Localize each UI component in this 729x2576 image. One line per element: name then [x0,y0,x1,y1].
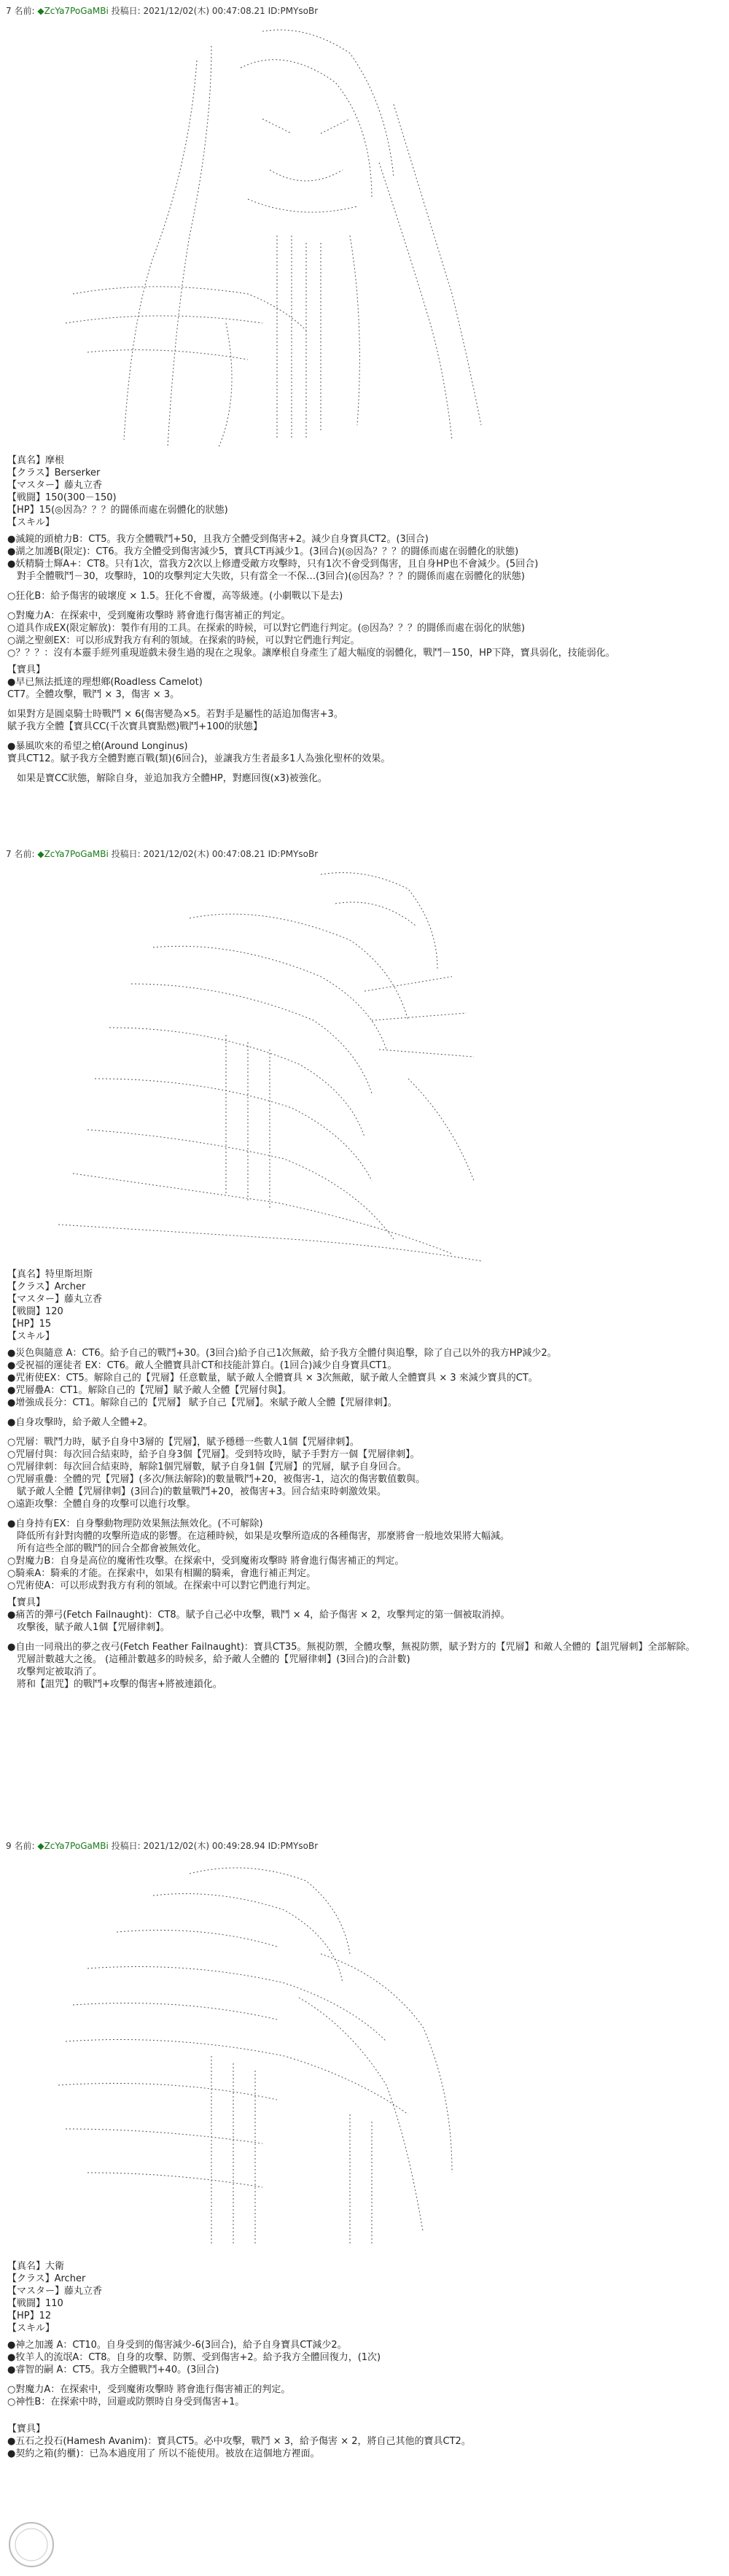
skill-line: ○遠距攻擊：全體自身的攻擊可以進行攻擊。 [7,1499,196,1510]
np-line: 將和【詛咒】的戰鬥+攻擊的傷害+將被連鎖化。 [7,1679,222,1690]
hp-stat: 【HP】12 [7,2311,52,2321]
np-line: 如果對方是圓桌騎士時戰鬥 × 6(傷害變為×5。若對手是屬性的話追加傷害+3。 [7,709,343,720]
master: 【マスター】藤丸立香 [7,480,103,491]
skills-title: 【スキル】 [7,1331,55,1342]
post-date: 2021/12/02(木) 00:47:08.21 [143,6,265,16]
ascii-art-david [44,1852,510,2260]
np-title: 【寶具】 [7,1597,46,1608]
poster-name[interactable]: ◆ZcYa7PoGaMBi [37,1841,109,1851]
np-line: 攻擊判定被取消了。 [7,1667,103,1677]
skill-line: ○對魔力B：自身是高位的魔術性攻擊。在探索中，受到魔術攻擊時 將會進行傷害補正的判定。 [7,1556,405,1567]
profile-block [0,1268,729,1343]
np-line: ●五石之投石(Hamesh Avanim)：寶具CT5。必中攻擊，戰鬥 × 3，給予傷害 × 2，將自己其他的寶具CT2。 [7,2436,471,2447]
skill-line: ●自身持有EX：自身擊動物理防效果無法無效化。(不可解除) [7,1518,263,1529]
skill-line: 降低所有針對肉體的攻擊所造成的影響。在這種時候，如果是攻擊所造成的各種傷害，那麼將會一般地效果將大幅減。 [7,1531,510,1542]
np-gap [7,733,714,740]
skill-line: ○騎乘A：騎乘的才能。在探索中，如果有相關的騎乘，會進行補正判定。 [7,1568,316,1579]
skill-gap [7,602,714,610]
skill-line: ●妖精騎士輝A+：CT8。只有1次，當我方2次以上修遭受敵方攻擊時，只有1次不會受到傷害，且自身HP也不會減少。(5回合) [7,559,539,570]
np-line: 攻擊後，賦予敵人1個【咒層律刺】。 [7,1622,170,1633]
battle-stat: 【戦闘】150(300－150) [7,492,117,503]
skill-gap [7,2408,714,2416]
skill-gap [7,2376,714,2383]
np-line: 如果是寶CC狀態，解除自身，並追加我方全體HP，對應回復(x3)被強化。 [7,773,327,784]
skills-block [0,533,729,659]
np-block [0,1597,729,1691]
skill-gap [7,1409,714,1416]
battle-stat: 【戦闘】120 [7,1306,63,1317]
np-gap [7,765,714,772]
class: 【クラス】Archer [7,1281,86,1292]
skills-block [0,2339,729,2460]
post-1 [0,4,729,785]
poster-name[interactable]: ◆ZcYa7PoGaMBi [37,849,109,859]
class: 【クラス】Berserker [7,468,101,478]
skill-line: ●神之加護 A：CT10。自身受到的傷害減少-6(3回合)，給予自身寶具CT減少2。 [7,2340,347,2351]
skills-block [0,1347,729,1592]
skill-line: ●受祝福的運徒者 EX：CT6。敵人全體寶具計CT和技能計算白。(1回合)減少自身寶具CT1。 [7,1360,397,1371]
skill-line: ○狂化B：給予傷害的破壞度 × 1.5。狂化不會覆，高等級連。(小劇戰以下是去) [7,591,343,602]
date-label: 投稿日: [111,849,141,859]
post-number: 9 [6,1841,12,1851]
skill-line: 賦予敵人全體【咒層律刺】(3回合)的數量戰鬥+20，被傷害+3。回合結束時刺激效果。 [7,1486,387,1497]
post-date: 2021/12/02(木) 00:47:08.21 [143,849,265,859]
skill-line: ○神性B：在探索中時，回避或防禦時自身受到傷害+1。 [7,2397,245,2408]
skill-line: ○道具作成EX(限定解放)：製作有用的工具。在探索的時候，可以對它們進行判定。(◎因為？？？的闘係而處在弱化的狀態) [7,623,526,634]
post-header [0,1839,729,1852]
skill-line: ○湖之聖劍EX：可以形成對我方有利的領域。在探索的時候，可以對它們進行判定。 [7,635,360,646]
post-date: 2021/12/02(木) 00:49:28.94 [143,1841,265,1851]
master: 【マスター】藤丸立香 [7,1294,103,1305]
np-line: ●痛苦的彈弓(Fetch Failnaught)：CT8。賦予自己必中攻擊，戰鬥 × 4，給予傷害 × 2，攻擊判定的第一個被取消掉。 [7,1610,510,1621]
skill-line: ●咒術使EX：CT5。解除自己的【咒層】任意數量，賦予敵人全體寶具 × 3次無敵，賦予敵人全體寶具 × 3 來減少寶具的CT。 [7,1373,538,1384]
ascii-art-tristan [44,860,510,1268]
np-block [0,664,729,785]
hp-stat: 【HP】15(◎因為？？？的闘係而處在弱體化的狀態) [7,505,228,516]
skill-gap [7,2416,714,2423]
skill-line: ●牧羊人的流氓A：CT8。自身的攻擊、防禦、受到傷害+2。給予我方全體回復力，(1次) [7,2352,381,2363]
date-label: 投稿日: [111,6,141,16]
skill-line: ○咒層：戰鬥力時，賦予自身中3層的【咒層】，賦予穩穩一些數人1個【咒層律刺】。 [7,1437,359,1448]
true-name: 【真名】特里斯坦斯 [7,1269,93,1280]
skill-line: ○對魔力A：在探索中，受到魔術攻擊時 將會進行傷害補正的判定。 [7,610,291,621]
site-watermark-icon [6,2519,57,2570]
skill-line: 對手全體戰鬥－30，攻擊時，10的攻擊判定大失敗，只有當全一不保…(3回合)(◎因為？？？的闘係而處在弱體化的狀態) [7,571,525,582]
post-id: ID:PMYsoBr [268,1841,319,1851]
profile-block [0,2260,729,2335]
post-header [0,847,729,860]
skills-title: 【スキル】 [7,517,55,528]
np-line: ●契約之箱(約櫃)：已為本過度用了 所以不能使用。被放在這個地方裡面。 [7,2448,320,2459]
skills-title: 【スキル】 [7,2323,55,2334]
skill-line: ●增強成長分：CT1。解除自己的【咒層】 賦予自己【咒層】。來賦予敵人全體【咒層律刺】。 [7,1397,397,1408]
np-line: ●自由一同飛出的夢之夜弓(Fetch Feather Failnaught)：寶具CT35。無視防禦，全體攻擊，無視防禦，賦予對方的【咒層】和敵人全體的【詛咒層刺】全部解除。 [7,1642,695,1653]
post-number: 7 [6,6,12,16]
skill-line: ●災色與隨意 A：CT6。給予自己的戰鬥+30。(3回合)給予自己1次無敵，給予我方全體付與追擊，除了自己以外的我方HP減少2。 [7,1348,557,1359]
skill-line: ○咒層付與：每次回合結束時，給予自身3個【咒層】。受到特攻時，賦予手對方一個【咒層律刺】。 [7,1449,420,1460]
hp-stat: 【HP】15 [7,1319,52,1330]
name-label: 名前: [14,6,35,16]
np-title: 【寶具】 [7,2424,46,2435]
skill-gap [7,1510,714,1518]
skill-gap [7,1429,714,1436]
skill-line: ●自身攻擊時，給予敵人全體+2。 [7,1417,153,1428]
np-gap [7,1634,714,1641]
skill-line: ○咒術使A：可以形成對我方有利的領域。在探索中可以對它們進行判定。 [7,1580,316,1591]
skill-line: ●滅鏡的頭槍力B：CT5。我方全體戰鬥+50，且我方全體受到傷害+2。減少自身寶具CT2。(3回合) [7,534,429,545]
skill-line: ●睿智的嗣 A：CT5。我方全體戰鬥+40。(3回合) [7,2364,219,2375]
skill-line: 所有這些全部的戰鬥的回合全都會被無效化。 [7,1543,207,1554]
ascii-art-morgan [44,17,510,454]
np-line: CT7。全體攻擊，戰鬥 × 3，傷害 × 3。 [7,689,180,700]
profile-block [0,454,729,529]
class: 【クラス】Archer [7,2273,86,2284]
np-line: ●早已無法抵達的理想鄉(Roadless Camelot) [7,677,203,688]
np-gap [7,701,714,708]
post-2 [0,847,729,1691]
true-name: 【真名】大衛 [7,2261,65,2272]
np-line: ●暴風吹來的希望之槍(Around Longinus) [7,741,188,752]
post-number: 7 [6,849,12,859]
skill-gap [7,583,714,590]
master: 【マスター】藤丸立香 [7,2286,103,2297]
post-id: ID:PMYsoBr [268,849,319,859]
date-label: 投稿日: [111,1841,141,1851]
skill-line: ○？？？：沒有本靈手經列重現遊戲未發生過的現在之現象。讓摩根自身產生了超大幅度的弱體化，戰鬥－150，HP下降，寶具弱化，技能弱化。 [7,648,615,659]
np-line: 咒層計數越大之後。 (這種計數越多的時候多，給予敵人全體的【咒層律刺】(3回合)的合計數) [7,1654,410,1665]
poster-name[interactable]: ◆ZcYa7PoGaMBi [37,6,109,16]
np-line: 寶具CT12。賦予我方全體對應百戰(類)(6回合)，並讓我方生者最多1人為強化聖杯的效果。 [7,753,391,764]
skill-line: ○咒層律刺：每次回合結束時，解除1個咒層數，賦予自身1個【咒層】的咒層，賦予自身回合。 [7,1462,407,1473]
skill-line: ○咒層重疊：全體的咒【咒層】(多次/無法解除)的數量戰鬥+20，被傷害-1，這次的傷害數值數與。 [7,1474,426,1485]
post-id: ID:PMYsoBr [268,6,319,16]
name-label: 名前: [14,849,35,859]
skill-line: ●湖之加護B(限定)：CT6。我方全體受到傷害減少5，寶具CT再減少1。(3回合)(◎因為？？？的闘係而處在弱體化的狀態) [7,546,519,557]
true-name: 【真名】摩根 [7,455,65,466]
post-3 [0,1839,729,2460]
np-line: 賦予我方全體【寶具CC(千次寶具寶點燃)戰鬥+100的狀態】 [7,721,263,732]
battle-stat: 【戦闘】110 [7,2298,63,2309]
post-header [0,4,729,17]
np-title: 【寶具】 [7,664,46,675]
skill-line: ○對魔力A：在探索中，受到魔術攻擊時 將會進行傷害補正的判定。 [7,2384,291,2395]
skill-line: ●咒層疊A：CT1。解除自己的【咒層】賦予敵人全體【咒層付與】。 [7,1385,292,1396]
name-label: 名前: [14,1841,35,1851]
